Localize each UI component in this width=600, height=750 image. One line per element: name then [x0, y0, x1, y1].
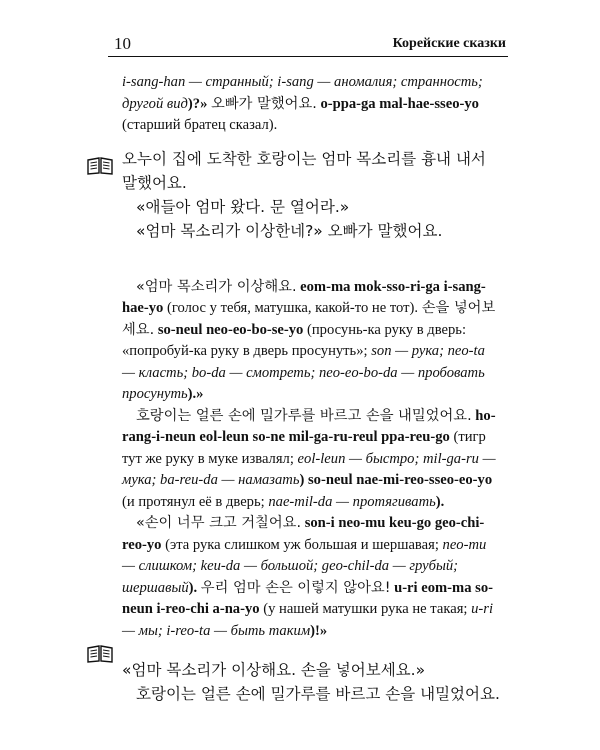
gloss-text: nae-mil-da — протягивать	[268, 493, 436, 510]
page-number: 10	[114, 34, 131, 53]
romanization: son-i neo-mu keu-go geo-chi-reo-yo	[122, 515, 485, 553]
page-body	[122, 72, 500, 706]
open-book-icon	[86, 156, 114, 176]
korean-text: «손이 너무 크고 거칠어요.	[136, 515, 302, 531]
romanization: o-ppa-ga mal-hae-sseo-yo	[316, 95, 479, 112]
korean-text: 손을 넣어보세요.	[122, 300, 496, 338]
korean-line: «엄마 목소리가 이상한네?» 오빠가 말했어요.	[136, 221, 443, 240]
gloss-text: i-sang-han — странный; i-sang — аномалия; странность; другой вид	[122, 74, 483, 112]
gloss-text: u-ri — мы; i-reo-ta — быть таким	[122, 601, 493, 639]
paragraph-gloss-3: 호랑이는 얼른 손에 밀가루를 바르고 손을 내밀었어요. ho-rang-i-neun eol-leun so-ne mil-ga-ru-reul ppa-reu-go (тигр тут же руку в муке извалял; eol-leun — быстро; mil-ga-ru — мука; ba-reu-da — намазать) so-neul nae-mi-reo-sseo-eo-yo (и протянул её в дверь; nae-mil-da — протягивать).	[122, 407, 496, 510]
gloss-text: neo-mu — слишком; keu-da — большой; geo-chil-da — грубый; шершавый	[122, 536, 487, 596]
korean-line: 호랑이는 얼른 손에 밀가루를 바르고 손을 내밀었어요.	[136, 685, 500, 703]
korean-text: 오빠가 말했어요.	[211, 95, 317, 112]
romanization: so-neul neo-eo-bo-se-yo	[154, 321, 304, 338]
translation: (тигр тут же руку в муке извалял;	[122, 429, 486, 467]
romanization: eom-ma mok-sso-ri-ga i-sang-hae-yo	[122, 278, 486, 316]
korean-text: «엄마 목소리가 이상해요.	[136, 278, 297, 295]
translation: (просунь-ка руку в дверь: «попробуй-ка руку в дверь просунуть»;	[122, 321, 467, 359]
running-header	[108, 34, 508, 57]
romanization: ho-rang-i-neun eol-leun so-ne mil-ga-ru-reul ppa-reu-go	[122, 407, 496, 445]
gloss-text: eol-leun — быстро; mil-ga-ru — мука; ba-reu-da — намазать	[122, 450, 496, 488]
korean-line: «애들아 엄마 왔다. 문 열어라.»	[136, 197, 350, 216]
korean-reading-block-2	[122, 658, 500, 706]
running-title: Корейские сказки	[392, 36, 506, 51]
open-book-icon	[86, 644, 114, 664]
korean-text: 우리 엄마 손은 이렇지 않아요!	[200, 579, 391, 596]
paragraph-gloss-1: i-sang-han — странный; i-sang — аномалия; странность; другой вид)?» 오빠가 말했어요. o-ppa-ga mal-hae-sseo-yo (старший братец сказал).	[122, 74, 483, 133]
korean-line: 오누이 집에 도착한 호랑이는 엄마 목소리를 흉내 내서 말했어요.	[122, 149, 486, 192]
translation: (у нашей матушки рука не такая;	[259, 601, 472, 617]
gloss-text: son — рука; neo-ta — класть; bo-da — смотреть; neo-eo-bo-da — пробовать просунуть	[122, 343, 485, 402]
translation: (и протянул её в дверь;	[122, 493, 269, 510]
translation: (эта рука слишком уж большая и шершавая;	[161, 536, 443, 553]
korean-line: «엄마 목소리가 이상해요. 손을 넣어보세요.»	[122, 661, 426, 679]
romanization: ) so-neul nae-mi-reo-sseo-eo-yo	[299, 472, 493, 488]
translation: (старший братец сказал).	[122, 117, 278, 133]
korean-reading-block-1	[122, 147, 500, 243]
paragraph-gloss-2: «엄마 목소리가 이상해요. eom-ma mok-sso-ri-ga i-sang-hae-yo (голос у тебя, матушка, какой-то не тот). 손을 넣어보세요. so-neul neo-eo-bo-se-yo (просунь-ка руку в дверь: «попробуй-ка руку в дверь просунуть»; son — рука; neo-ta — класть; bo-da — смотреть; neo-eo-bo-da — пробовать просунуть).»	[122, 278, 496, 402]
paragraph-gloss-4: «손이 너무 크고 거칠어요. son-i neo-mu keu-go geo-chi-reo-yo (эта рука слишком уж большая и шершавая; neo-mu — слишком; keu-da — большой; geo-chil-da — грубый; шершавый). 우리 엄마 손은 이렇지 않아요! u-ri eom-ma so-neun i-reo-chi a-na-yo (у нашей матушки рука не такая; u-ri — мы; i-reo-ta — быть таким)!»	[122, 515, 493, 639]
translation: (голос у тебя, матушка, какой-то не тот).	[163, 300, 422, 316]
korean-text: 호랑이는 얼른 손에 밀가루를 바르고 손을 내밀었어요.	[136, 407, 472, 424]
romanization: u-ri eom-ma so-neun i-reo-chi a-na-yo	[122, 579, 493, 617]
